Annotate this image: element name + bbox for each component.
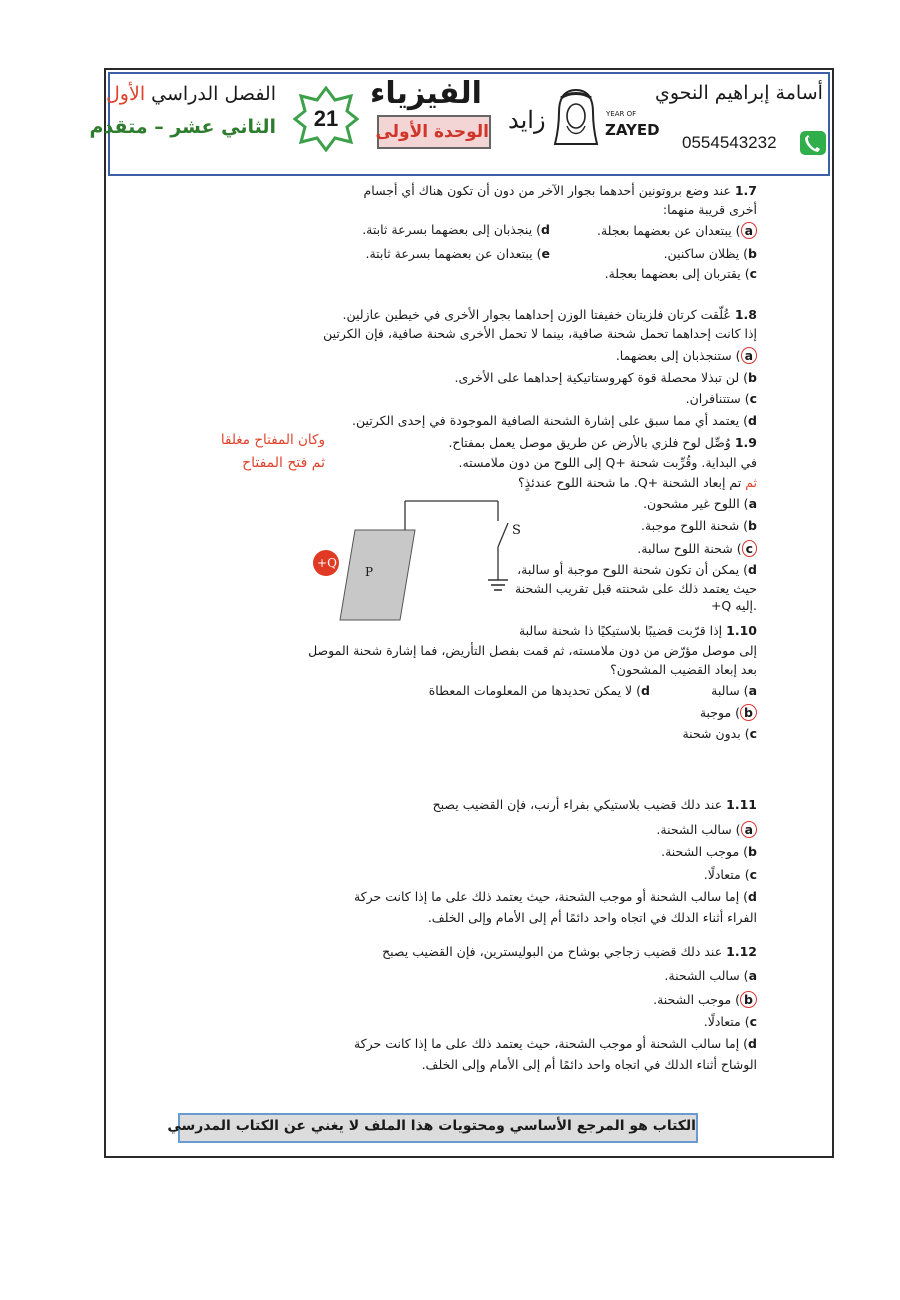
q19-note-closed: وكان المفتاح مغلقا bbox=[220, 432, 325, 448]
option-label: a bbox=[741, 222, 757, 239]
q18-option-c[interactable]: c) ستتنافران. bbox=[685, 391, 757, 406]
q19-option-b[interactable]: b) شحنة اللوح موجبة. bbox=[640, 518, 757, 533]
q112-option-d-2: الوشاح أثناء الدلك في اتجاه واحد دائمًا أم إلى الأمام وإلى الخلف. bbox=[421, 1057, 757, 1072]
q18-option-a[interactable]: a) ستنجذبان إلى بعضهما. bbox=[616, 347, 757, 364]
q17-option-b[interactable]: b) يظلان ساكنين. bbox=[663, 246, 757, 261]
q112-stem: 1.12 عند دلك قضيب زجاجي بوشاح من البوليسترين، فإن القضيب يصبح bbox=[382, 944, 757, 959]
q110-stem-2: إلى موصل مؤرّض من دون ملامسته، ثم قمت بفصل التأريض، فما إشارة شحنة الموصل bbox=[308, 643, 757, 658]
q17-option-e[interactable]: e) يبتعدان عن بعضهما بسرعة ثابتة. bbox=[365, 246, 550, 261]
subject-title: الفيزياء bbox=[370, 76, 482, 111]
q18-stem-2: إذا كانت إحداهما تحمل شحنة صافية، بينما لا تحمل الأخرى شحنة صافية، فإن الكرتين bbox=[323, 326, 757, 341]
q18-stem: 1.8 عُلّقت كرتان فلزيتان خفيفتا الوزن إحداهما بجوار الأخرى في خيطين عازلين. bbox=[342, 307, 757, 322]
zayed-portrait-icon bbox=[553, 86, 599, 146]
zayed-small-text: YEAR OF bbox=[606, 110, 637, 118]
q111-option-c[interactable]: c) متعادلًا. bbox=[703, 867, 757, 882]
semester-prefix: الفصل الدراسي bbox=[151, 83, 276, 105]
q19-option-d-3: +Q إليه. bbox=[710, 598, 757, 613]
q110-option-c[interactable]: c) بدون شحنة bbox=[682, 726, 757, 741]
switch-blade bbox=[498, 523, 508, 547]
q111-option-d-2: الفراء أثناء الدلك في اتجاه واحد دائمًا أم إلى الأمام وإلى الخلف. bbox=[427, 910, 757, 925]
q19-option-d-2: حيث يعتمد ذلك على شحنته قبل تقريب الشحنة bbox=[514, 581, 757, 596]
footer-text: الكتاب هو المرجع الأساسي ومحتويات هذا الملف لا يغني عن الكتاب المدرسي bbox=[167, 1118, 696, 1134]
q19-note-open: ثم فتح المفتاح bbox=[242, 455, 325, 471]
phone-icon bbox=[800, 131, 826, 155]
q110-option-a[interactable]: a) سالبة bbox=[711, 683, 757, 698]
q19-stem-2: في البداية. وقُرِّبت شحنة +Q إلى اللوح من دون ملامسته. bbox=[458, 455, 757, 470]
q17-option-c[interactable]: c) يقتربان إلى بعضهما بعجلة. bbox=[604, 266, 757, 281]
author-name: أسامة إبراهيم النحوي bbox=[655, 82, 823, 104]
q17-stem-2: أخرى قريبة منهما: bbox=[662, 202, 757, 217]
q111-option-a[interactable]: a) سالب الشحنة. bbox=[656, 821, 757, 838]
switch-label: S bbox=[512, 523, 521, 538]
q110-option-d[interactable]: d) لا يمكن تحديدها من المعلومات المعطاة bbox=[428, 683, 650, 698]
q19-option-d[interactable]: d) يمكن أن تكون شحنة اللوح موجبة أو سالبة، bbox=[517, 562, 757, 577]
charge-label: +Q bbox=[317, 556, 337, 570]
q17-option-d[interactable]: d) ينجذبان إلى بعضهما بسرعة ثابتة. bbox=[362, 222, 550, 237]
q18-option-b[interactable]: b) لن تبذلا محصلة قوة كهروستاتيكية إحداهما على الأخرى. bbox=[454, 370, 757, 385]
unit-label: الوحدة الأولى bbox=[377, 115, 491, 149]
zayed-arabic: زايد bbox=[508, 106, 546, 134]
q111-option-b[interactable]: b) موجب الشحنة. bbox=[661, 844, 757, 859]
q111-option-d[interactable]: d) إما سالب الشحنة أو موجب الشحنة، حيث يعتمد ذلك على ما إذا كانت حركة bbox=[353, 889, 757, 904]
phone-number: 0554543232 bbox=[682, 133, 777, 152]
semester-label bbox=[106, 83, 276, 105]
q112-option-a[interactable]: a) سالب الشحنة. bbox=[664, 968, 757, 983]
grade-label: الثاني عشر – متقدم bbox=[89, 116, 276, 138]
q19-option-a[interactable]: a) اللوح غير مشحون. bbox=[643, 496, 757, 511]
q111-stem: 1.11 عند دلك قضيب بلاستيكي بفراء أرنب، فإن القضيب يصبح bbox=[432, 797, 757, 812]
q112-option-d[interactable]: d) إما سالب الشحنة أو موجب الشحنة، حيث يعتمد ذلك على ما إذا كانت حركة bbox=[353, 1036, 757, 1051]
q17-option-a[interactable]: a) يبتعدان عن بعضهما بعجلة. bbox=[597, 222, 757, 239]
q110-stem: 1.10 إذا قرّبت قضيبًا بلاستيكيًا ذا شحنة سالبة bbox=[518, 623, 757, 638]
q19-option-c[interactable]: c) شحنة اللوح سالبة. bbox=[637, 540, 757, 557]
q112-option-b[interactable]: b) موجب الشحنة. bbox=[653, 991, 757, 1008]
q112-option-c[interactable]: c) متعادلًا. bbox=[703, 1014, 757, 1029]
plate-label: P bbox=[365, 565, 374, 579]
q17-stem: 1.7 عند وضع بروتونين أحدهما بجوار الآخر من دون أن تكون هناك أي أجسام bbox=[363, 183, 757, 198]
plate-shape bbox=[340, 530, 415, 620]
semester-highlight: الأول bbox=[106, 83, 146, 105]
q18-option-d[interactable]: d) يعتمد أي مما سبق على إشارة الشحنة الصافية الموجودة في إحدى الكرتين. bbox=[352, 413, 757, 428]
q110-option-b[interactable]: b) موجبة bbox=[700, 704, 757, 721]
page-number: 21 bbox=[313, 106, 339, 131]
q19-stem: 1.9 وُصِّل لوح فلزي بالأرض عن طريق موصل يعمل بمفتاح. bbox=[448, 435, 757, 450]
q19-stem-3: ثم تم إبعاد الشحنة +Q. ما شحنة اللوح عندئذٍ؟ bbox=[518, 475, 757, 490]
q110-stem-3: بعد إبعاد القضيب المشحون؟ bbox=[610, 662, 757, 677]
zayed-text: ZAYED bbox=[605, 121, 660, 139]
